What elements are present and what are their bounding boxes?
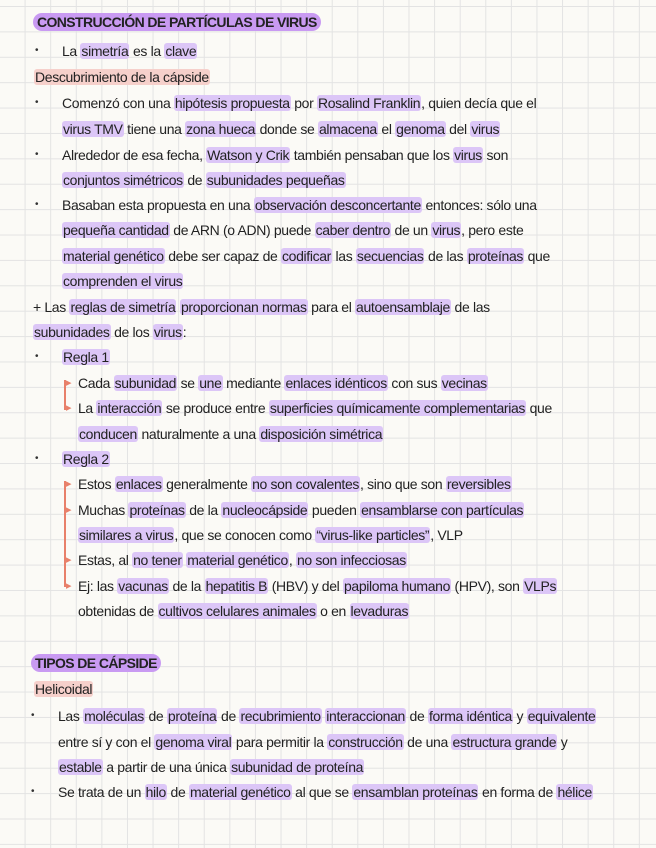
note-text: de xyxy=(405,708,428,724)
highlighted-term: proteínas xyxy=(129,502,185,518)
note-text: de la xyxy=(185,502,222,518)
note-text: Ej: las xyxy=(78,578,118,594)
note-text: de los xyxy=(110,324,153,340)
highlighted-term: interaccionan xyxy=(326,708,405,724)
highlighted-term: genoma viral xyxy=(155,734,232,750)
highlighted-term: virus TMV xyxy=(63,121,123,137)
highlighted-term: simetría xyxy=(81,43,129,59)
highlighted-term: caber dentro xyxy=(315,222,390,238)
highlighted-term: cultivos celulares animales xyxy=(158,603,316,619)
note-text: , quien decía que el xyxy=(421,95,537,111)
note-text: Las xyxy=(58,708,84,724)
highlighted-term: subunidades pequeñas xyxy=(206,172,345,188)
note-text: se xyxy=(177,375,199,391)
highlighted-term: no son covalentes xyxy=(252,476,360,492)
highlighted-term: clave xyxy=(165,43,197,59)
note-text: La xyxy=(62,43,81,59)
highlighted-term: pequeña cantidad xyxy=(63,222,169,238)
note-text: de las xyxy=(451,299,490,315)
highlighted-term: virus xyxy=(471,121,500,137)
note-text: , VLP xyxy=(430,527,463,543)
note-text: generalmente xyxy=(162,476,252,492)
bullet-icon: • xyxy=(35,351,39,362)
subsection-title: Helicoidal xyxy=(35,681,93,697)
highlighted-term: virus xyxy=(153,324,182,340)
highlighted-term: levaduras xyxy=(350,603,409,619)
highlighted-term: virus xyxy=(454,147,482,163)
note-line xyxy=(62,450,110,468)
highlighted-term: moléculas xyxy=(84,708,144,724)
note-line xyxy=(78,501,524,519)
note-line xyxy=(78,551,407,569)
note-text: , sino que son xyxy=(360,476,446,492)
note-text: que xyxy=(524,248,550,264)
highlighted-term: recubrimiento xyxy=(240,708,321,724)
highlighted-term: codificar xyxy=(282,248,331,264)
note-line xyxy=(78,602,409,620)
highlighted-term: hepatitis B xyxy=(205,578,268,594)
arrow-icon: ▸ xyxy=(66,554,72,566)
note-text: + Las xyxy=(33,299,70,315)
subsection-title: Descubrimiento de la cápside xyxy=(35,69,209,85)
highlighted-term: conducen xyxy=(79,426,137,442)
note-line xyxy=(62,120,500,138)
note-line xyxy=(33,13,321,31)
note-line xyxy=(78,526,463,544)
highlighted-term: hipótesis propuesta xyxy=(174,95,290,111)
note-text: La xyxy=(78,400,97,416)
note-text: Basaban esta propuesta en una xyxy=(62,197,254,213)
highlighted-term: estructura grande xyxy=(452,734,557,750)
note-text: de xyxy=(183,172,206,188)
note-text: (HPV), son xyxy=(451,578,524,594)
note-text: tiene una xyxy=(123,121,186,137)
note-text: para el xyxy=(307,299,356,315)
highlighted-term: Regla 2 xyxy=(63,451,109,467)
rule2-bracket xyxy=(64,481,66,587)
note-line xyxy=(58,707,596,725)
note-text: de xyxy=(217,708,240,724)
note-text: o en xyxy=(316,603,350,619)
note-line xyxy=(78,425,383,443)
note-text: de un xyxy=(390,222,432,238)
note-line xyxy=(62,171,346,189)
note-text: de ARN (o ADN) puede xyxy=(169,222,315,238)
highlighted-term: no tener xyxy=(133,552,182,568)
note-text: Se trata de un xyxy=(58,784,145,800)
note-text: Muchas xyxy=(78,502,129,518)
note-line xyxy=(31,654,161,672)
note-text: al que se xyxy=(291,784,353,800)
highlighted-term: Regla 1 xyxy=(63,349,109,365)
highlighted-term: vacunas xyxy=(118,578,168,594)
note-text: de la xyxy=(168,578,205,594)
highlighted-term: subunidad de proteína xyxy=(231,759,364,775)
highlighted-term: proporcionan normas xyxy=(180,299,307,315)
note-text: pueden xyxy=(308,502,361,518)
note-line xyxy=(78,577,557,595)
note-line xyxy=(62,94,536,112)
highlighted-term: zona hueca xyxy=(186,121,256,137)
note-text: entre sí y con el xyxy=(58,734,155,750)
section-title: CONSTRUCCIÓN DE PARTÍCULAS DE VIRUS xyxy=(33,13,321,31)
highlighted-term: Watson y Crik xyxy=(207,147,290,163)
highlighted-term: proteínas xyxy=(467,248,524,264)
highlighted-term: estable xyxy=(59,759,102,775)
note-text: (HBV) y del xyxy=(268,578,343,594)
note-text: mediante xyxy=(222,375,285,391)
note-text: a partir de una única xyxy=(102,759,231,775)
note-text: : xyxy=(182,324,187,340)
note-text: debe ser capaz de xyxy=(164,248,281,264)
note-line xyxy=(78,399,552,417)
note-line xyxy=(62,221,523,239)
arrow-icon: ▸ xyxy=(66,402,72,414)
highlighted-term: papiloma humano xyxy=(343,578,451,594)
note-text: donde se xyxy=(256,121,318,137)
note-text: y xyxy=(557,734,568,750)
highlighted-term: material genético xyxy=(187,552,288,568)
highlighted-term: interacción xyxy=(97,400,162,416)
highlighted-term: enlaces xyxy=(115,476,162,492)
bullet-icon: • xyxy=(35,453,39,464)
note-line xyxy=(78,374,488,392)
note-text: obtenidas de xyxy=(78,603,158,619)
arrow-icon: ▸ xyxy=(66,377,72,389)
bullet-icon: • xyxy=(35,199,39,210)
note-text: el xyxy=(377,121,396,137)
section-title: TIPOS DE CÁPSIDE xyxy=(31,654,161,672)
note-text: , pero este xyxy=(461,222,524,238)
bullet-icon: • xyxy=(31,710,35,721)
note-text: de una xyxy=(403,734,452,750)
note-line xyxy=(34,68,210,86)
note-text: , que se conocen como xyxy=(174,527,316,543)
note-text: con sus xyxy=(387,375,441,391)
note-line xyxy=(58,783,593,801)
highlighted-term: vecinas xyxy=(441,375,487,391)
highlighted-term: hilo xyxy=(145,784,166,800)
highlighted-term: observación desconcertante xyxy=(254,197,421,213)
highlighted-term: proteína xyxy=(167,708,217,724)
highlighted-term: Rosalind Franklin xyxy=(317,95,421,111)
note-text: Estos xyxy=(78,476,115,492)
arrow-icon: ▸ xyxy=(66,478,72,490)
highlighted-term: disposición simétrica xyxy=(260,426,383,442)
highlighted-term: conjuntos simétricos xyxy=(63,172,183,188)
note-text: las xyxy=(331,248,356,264)
note-text: para permitir la xyxy=(232,734,328,750)
note-text: del xyxy=(445,121,471,137)
highlighted-term: une xyxy=(199,375,222,391)
highlighted-term: material genético xyxy=(63,248,164,264)
highlighted-term: enlaces idénticos xyxy=(285,375,387,391)
note-line xyxy=(58,733,567,751)
note-line xyxy=(62,348,110,366)
note-text: se produce entre xyxy=(162,400,269,416)
highlighted-term: superficies químicamente complementarias xyxy=(269,400,526,416)
highlighted-term: “virus-like particles” xyxy=(316,527,430,543)
bullet-icon: • xyxy=(35,97,39,108)
highlighted-term: similares a virus xyxy=(79,527,174,543)
note-line xyxy=(33,323,186,341)
highlighted-term: nucleocápside xyxy=(222,502,308,518)
highlighted-term: reglas de simetría xyxy=(70,299,176,315)
highlighted-term: subunidades xyxy=(34,324,110,340)
highlighted-term: secuencias xyxy=(356,248,424,264)
highlighted-term: equivalente xyxy=(527,708,596,724)
note-line xyxy=(62,247,550,265)
highlighted-term: subunidad xyxy=(114,375,177,391)
highlighted-term: autoensamblaje xyxy=(356,299,450,315)
highlighted-term: ensamblan proteínas xyxy=(353,784,478,800)
note-line xyxy=(33,298,490,316)
note-text: Cada xyxy=(78,375,114,391)
note-text: es la xyxy=(129,43,165,59)
highlighted-term: reversibles xyxy=(446,476,511,492)
highlighted-term: ensamblarse con partículas xyxy=(361,502,524,518)
highlighted-term: comprenden el virus xyxy=(63,273,183,289)
note-text: en forma de xyxy=(478,784,557,800)
note-line xyxy=(62,146,508,164)
note-text: de las xyxy=(424,248,467,264)
note-line xyxy=(78,475,512,493)
highlighted-term: VLPs xyxy=(524,578,557,594)
note-line xyxy=(58,758,364,776)
highlighted-term: genoma xyxy=(396,121,445,137)
note-text: que xyxy=(526,400,552,416)
highlighted-term: construcción xyxy=(328,734,403,750)
note-line xyxy=(62,272,183,290)
arrow-icon: ▸ xyxy=(66,504,72,516)
bullet-icon: • xyxy=(35,149,39,160)
highlighted-term: hélice xyxy=(557,784,592,800)
highlighted-term: material genético xyxy=(189,784,291,800)
note-text: de xyxy=(144,708,167,724)
note-text: Alrededor de esa fecha, xyxy=(62,147,207,163)
note-text: Comenzó con una xyxy=(62,95,174,111)
note-text: de xyxy=(167,784,189,800)
highlighted-term: forma idéntica xyxy=(428,708,512,724)
note-line xyxy=(62,196,537,214)
highlighted-term: no son infecciosas xyxy=(296,552,406,568)
note-text: naturalmente a una xyxy=(137,426,260,442)
note-text: entonces: sólo una xyxy=(421,197,537,213)
bullet-icon: • xyxy=(35,45,39,56)
note-text: Estas, al xyxy=(78,552,133,568)
highlighted-term: virus xyxy=(432,222,461,238)
note-line xyxy=(34,680,93,698)
highlighted-term: almacena xyxy=(318,121,377,137)
note-text: también pensaban que los xyxy=(290,147,454,163)
note-text: , xyxy=(288,552,296,568)
note-text: son xyxy=(482,147,509,163)
bullet-icon: • xyxy=(31,786,35,797)
rule1-bracket xyxy=(64,380,66,410)
note-text: por xyxy=(290,95,317,111)
note-text: y xyxy=(512,708,527,724)
note-line xyxy=(62,42,197,60)
arrow-icon: ▸ xyxy=(66,580,72,592)
